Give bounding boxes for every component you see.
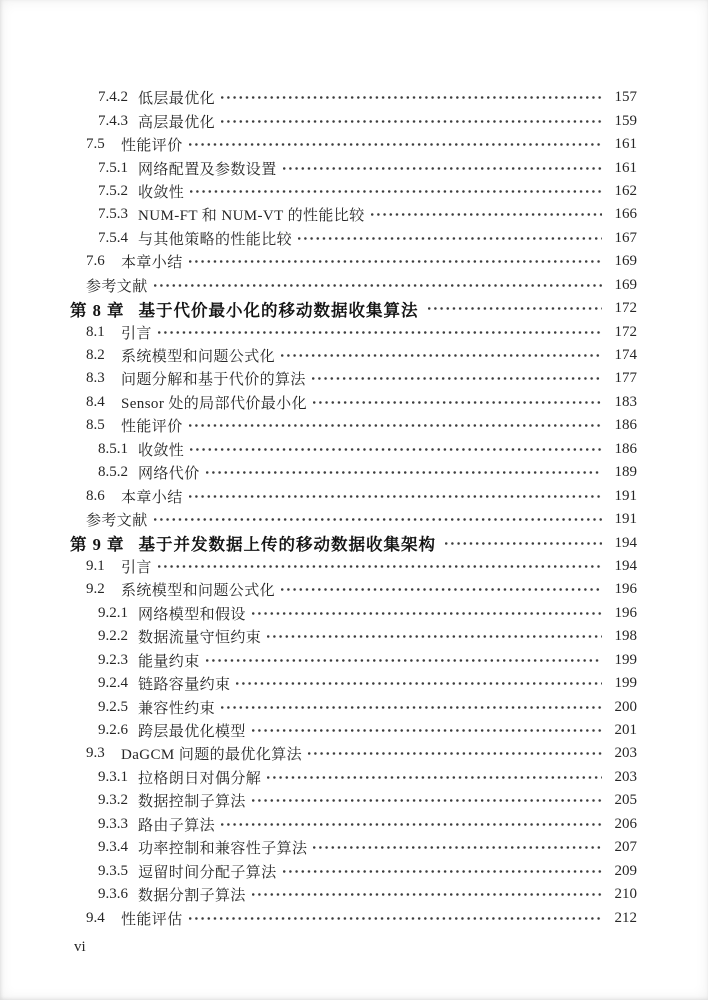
toc-entry-page: 212 [614, 909, 637, 926]
dot-leader-icon [445, 542, 602, 545]
dot-leader-icon [221, 823, 602, 826]
toc-entry [0, 789, 708, 812]
toc-entry [0, 672, 708, 695]
toc-entry-title: 能量约束 [138, 653, 200, 670]
toc-entry-page: 210 [614, 886, 637, 903]
dot-leader-icon [190, 448, 602, 451]
toc-entry-title: 网络代价 [138, 466, 200, 483]
toc-entry-number: 8.5.2 [98, 464, 128, 481]
toc-entry [0, 274, 708, 297]
toc-entry [0, 461, 708, 484]
toc-entry-number: 7.5.2 [98, 182, 128, 199]
toc-entry-title: 问题分解和基于代价的算法 [121, 372, 306, 389]
toc-entry-title: 网络模型和假设 [138, 606, 246, 623]
toc-entry [0, 484, 708, 507]
dot-leader-icon [281, 588, 602, 591]
toc-entry-page: 191 [614, 487, 637, 504]
toc-entry-title: 性能评价 [121, 138, 183, 155]
toc-entry-number: 9.2.1 [98, 604, 128, 621]
dot-leader-icon [189, 495, 602, 498]
toc-entry-number: 9.3.4 [98, 839, 128, 856]
dot-leader-icon [283, 167, 602, 170]
toc-entry-page: 200 [614, 698, 637, 715]
toc-entry-title: DaGCM 问题的最优化算法 [121, 747, 303, 764]
toc-entry-title: 网络配置及参数设置 [138, 161, 277, 178]
toc-entry-page: 198 [614, 628, 637, 645]
toc-entry-title: 路由子算法 [138, 817, 216, 834]
dot-leader-icon [308, 752, 602, 755]
toc-entry-title: 数据控制子算法 [138, 794, 246, 811]
dot-leader-icon [189, 424, 602, 427]
toc-entry-title: 本章小结 [121, 489, 183, 506]
toc-entry [0, 531, 708, 554]
dot-leader-icon [236, 682, 602, 685]
toc-entry [0, 508, 708, 531]
toc-entry [0, 836, 708, 859]
dot-leader-icon [221, 706, 602, 709]
toc-entry-number: 9.3.2 [98, 792, 128, 809]
toc-entry-number: 9.2.3 [98, 651, 128, 668]
toc-entry-title: 跨层最优化模型 [138, 724, 246, 741]
toc-entry-page: 205 [614, 792, 637, 809]
toc-entry-title: 数据分割子算法 [138, 888, 246, 905]
toc-entry-number: 第 9 章 [70, 535, 125, 555]
toc-entry-number: 9.2 [86, 581, 105, 598]
dot-leader-icon [154, 518, 602, 521]
toc-entry [0, 227, 708, 250]
toc-entry-page: 191 [614, 511, 637, 528]
toc-entry-title: 基于并发数据上传的移动数据收集架构 [138, 536, 436, 555]
toc-entry-page: 166 [614, 206, 637, 223]
toc-entry-title: 与其他策略的性能比较 [138, 231, 293, 248]
toc-entry-page: 174 [614, 347, 637, 364]
toc-entry-number: 第 8 章 [70, 300, 125, 320]
toc-entry-number: 9.3.3 [98, 815, 128, 832]
toc-entry [0, 602, 708, 625]
toc-entry-page: 161 [614, 136, 637, 153]
toc-entry-number: 7.4.2 [98, 89, 128, 106]
toc-entry-page: 207 [614, 839, 637, 856]
toc-entry-title: 数据流量守恒约束 [138, 630, 262, 647]
toc-entry-page: 206 [614, 815, 637, 832]
toc-entry-number: 8.3 [86, 370, 105, 387]
toc-entry-page: 183 [614, 393, 637, 410]
toc-entry-number: 9.2.4 [98, 675, 128, 692]
toc-entry-title: 链路容量约束 [138, 677, 231, 694]
dot-leader-icon [221, 96, 602, 99]
toc-entry-page: 189 [614, 464, 637, 481]
toc-entry-page: 177 [614, 370, 637, 387]
toc-entry-page: 199 [614, 675, 637, 692]
toc-entry-number: 9.3.1 [98, 768, 128, 785]
toc-entry-title: 收敛性 [138, 442, 185, 459]
toc-entry-number: 9.3.5 [98, 862, 128, 879]
toc-entry-page: 159 [614, 112, 637, 129]
toc-entry-number: 8.2 [86, 347, 105, 364]
toc-entry [0, 180, 708, 203]
toc-entry [0, 906, 708, 929]
toc-entry-page: 157 [614, 89, 637, 106]
toc-entry-page: 203 [614, 745, 637, 762]
toc-entry-title: 功率控制和兼容性子算法 [138, 841, 308, 858]
dot-leader-icon [298, 237, 602, 240]
toc-entry-title: 收敛性 [138, 184, 185, 201]
dot-leader-icon [281, 354, 602, 357]
dot-leader-icon [252, 799, 602, 802]
dot-leader-icon [154, 284, 602, 287]
toc-entry-page: 167 [614, 229, 637, 246]
toc-entry-number: 7.5 [86, 136, 105, 153]
dot-leader-icon [283, 870, 602, 873]
toc-entry-page: 169 [614, 276, 637, 293]
dot-leader-icon [206, 659, 602, 662]
toc-entry-page: 194 [614, 534, 637, 551]
toc-entry-number: 7.6 [86, 253, 105, 270]
toc-entry [0, 625, 708, 648]
toc-entry [0, 297, 708, 320]
toc-entry [0, 203, 708, 226]
toc-entry-page: 169 [614, 253, 637, 270]
toc-entry-number: 9.2.2 [98, 628, 128, 645]
toc-entry-number: 9.2.5 [98, 698, 128, 715]
dot-leader-icon [189, 143, 602, 146]
toc-entry-title: 引言 [121, 325, 152, 342]
toc-entry-page: 172 [614, 323, 637, 340]
toc-entry-page: 186 [614, 440, 637, 457]
toc-entry-page: 209 [614, 862, 637, 879]
toc-entry [0, 555, 708, 578]
toc-entry [0, 766, 708, 789]
dot-leader-icon [221, 120, 602, 123]
toc-entry-title: 逗留时间分配子算法 [138, 864, 277, 881]
toc-entry [0, 414, 708, 437]
toc-entry-number: 7.5.1 [98, 159, 128, 176]
toc-entry-page: 199 [614, 651, 637, 668]
toc-list [0, 86, 708, 930]
toc-entry [0, 344, 708, 367]
toc-entry [0, 156, 708, 179]
dot-leader-icon [189, 917, 602, 920]
toc-entry-title: 系统模型和问题公式化 [121, 349, 276, 366]
toc-entry-title: 参考文献 [86, 278, 148, 295]
dot-leader-icon [189, 260, 602, 263]
dot-leader-icon [190, 190, 602, 193]
dot-leader-icon [267, 776, 602, 779]
toc-entry-number: 8.5 [86, 417, 105, 434]
dot-leader-icon [158, 331, 602, 334]
toc-entry-number: 9.2.6 [98, 722, 128, 739]
dot-leader-icon [313, 401, 602, 404]
toc-entry-number: 9.4 [86, 909, 105, 926]
toc-entry-number: 7.5.3 [98, 206, 128, 223]
dot-leader-icon [428, 307, 603, 310]
toc-entry-title: 兼容性约束 [138, 700, 216, 717]
toc-entry-page: 203 [614, 768, 637, 785]
toc-entry-page: 196 [614, 581, 637, 598]
toc-entry-title: 性能评估 [121, 911, 183, 928]
toc-entry [0, 109, 708, 132]
dot-leader-icon [267, 635, 602, 638]
toc-entry [0, 742, 708, 765]
toc-entry [0, 883, 708, 906]
toc-entry [0, 250, 708, 273]
toc-entry [0, 438, 708, 461]
toc-entry-title: 参考文献 [86, 513, 148, 530]
dot-leader-icon [312, 377, 602, 380]
toc-entry [0, 320, 708, 343]
toc-entry-title: Sensor 处的局部代价最小化 [121, 395, 307, 412]
toc-entry-title: 性能评价 [121, 419, 183, 436]
toc-entry [0, 86, 708, 109]
dot-leader-icon [158, 565, 602, 568]
toc-entry-page: 172 [614, 300, 637, 317]
toc-entry-page: 162 [614, 182, 637, 199]
toc-entry-title: 拉格朗日对偶分解 [138, 770, 262, 787]
toc-entry-title: 低层最优化 [138, 91, 216, 108]
toc-entry-page: 161 [614, 159, 637, 176]
toc-entry-title: 系统模型和问题公式化 [121, 583, 276, 600]
toc-entry-number: 8.4 [86, 393, 105, 410]
toc-entry-number: 7.5.4 [98, 229, 128, 246]
toc-entry-title: 本章小结 [121, 255, 183, 272]
toc-entry-number: 9.1 [86, 557, 105, 574]
dot-leader-icon [313, 846, 602, 849]
toc-entry [0, 391, 708, 414]
dot-leader-icon [252, 893, 602, 896]
toc-entry [0, 859, 708, 882]
toc-entry-page: 201 [614, 722, 637, 739]
toc-entry-title: 基于代价最小化的移动数据收集算法 [138, 301, 419, 320]
dot-leader-icon [206, 471, 602, 474]
toc-entry-number: 8.5.1 [98, 440, 128, 457]
toc-entry-page: 194 [614, 557, 637, 574]
toc-entry-title: 引言 [121, 559, 152, 576]
toc-entry [0, 578, 708, 601]
dot-leader-icon [371, 213, 602, 216]
toc-entry-page: 186 [614, 417, 637, 434]
toc-entry-title: 高层最优化 [138, 114, 216, 131]
toc-entry-number: 7.4.3 [98, 112, 128, 129]
toc-entry [0, 695, 708, 718]
toc-entry [0, 367, 708, 390]
toc-entry-number: 9.3 [86, 745, 105, 762]
toc-entry [0, 813, 708, 836]
toc-entry-number: 8.6 [86, 487, 105, 504]
toc-entry [0, 649, 708, 672]
page-number-footer: vi [74, 939, 86, 955]
toc-entry-title: NUM-FT 和 NUM-VT 的性能比较 [138, 208, 365, 225]
toc-entry [0, 133, 708, 156]
toc-entry-number: 8.1 [86, 323, 105, 340]
toc-entry [0, 719, 708, 742]
toc-entry-page: 196 [614, 604, 637, 621]
dot-leader-icon [252, 729, 602, 732]
toc-entry-number: 9.3.6 [98, 886, 128, 903]
dot-leader-icon [252, 612, 602, 615]
